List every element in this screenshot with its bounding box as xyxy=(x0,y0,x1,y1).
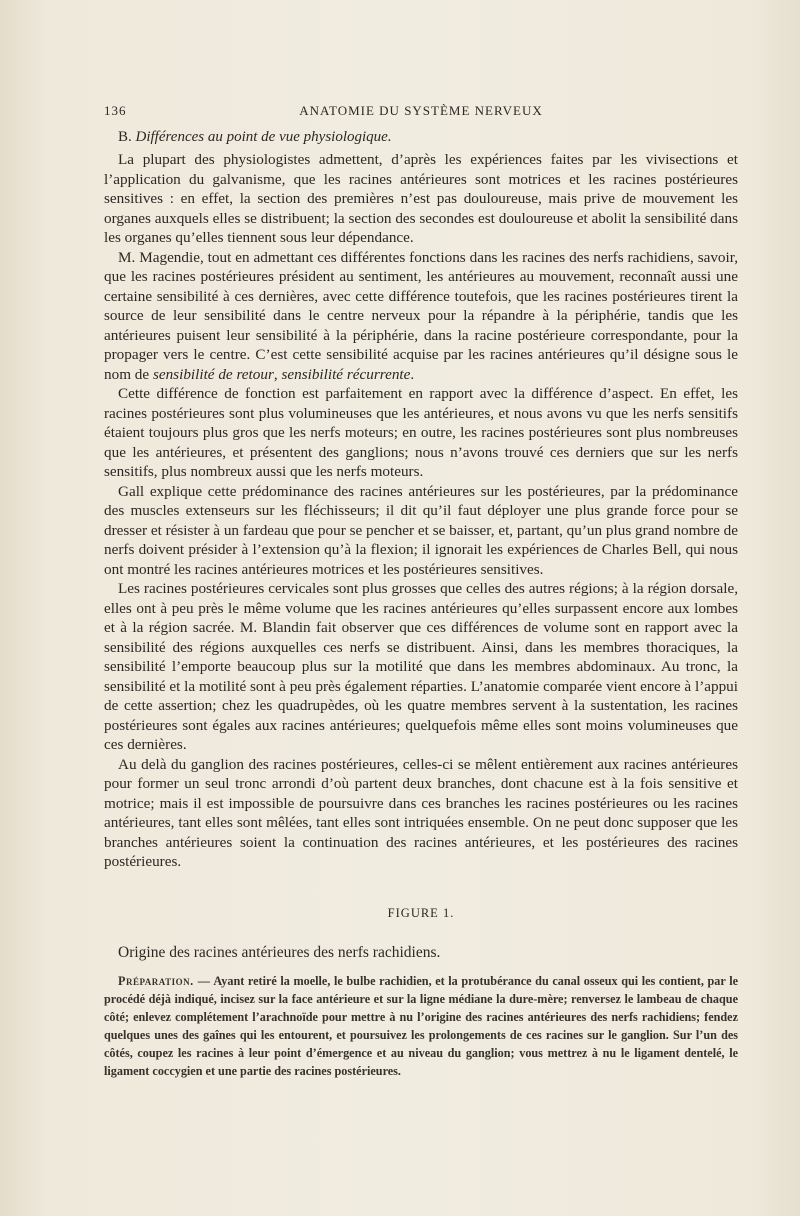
paragraph-1: La plupart des physiologistes admettent, d’après les expériences faites par les vivisections et l’application du galvanisme, que les racines antérieures sont motrices et les racines postérieures sensitives : en effet, la section des premières n’est pas douloureuse, mais prive de mouvement les organes auxquels elles se distribuent; la section des secondes est douloureuse et abolit la sensibilité dans les organes qu’elles tiennent sous leur dépendance. xyxy=(104,151,738,246)
page-body xyxy=(104,127,738,1080)
figure-label: FIGURE 1. xyxy=(387,905,455,920)
section-heading xyxy=(118,127,738,147)
paragraph-2 xyxy=(104,248,738,385)
term-sensibilite-de-retour: sensibilité de retour xyxy=(152,365,274,383)
term-sensibilite-recurrente: sensibilité récurrente xyxy=(281,365,411,383)
section-marker: B. xyxy=(118,129,132,145)
paragraph-5: Les racines postérieures cervicales sont plus grosses que celles des autres régions; à la région dorsale, elles ont à peu près le même volume que les racines antérieures qu’elles surpassent encore aux lombes et à la région sacrée. M. Blandin fait observer que ces différences de volume sont en rapport avec la sensibilité des régions auxquelles ces nerfs se distribuent. Ainsi, dans les membres thoraciques, la sensibilité l’emporte beaucoup plus sur la motilité que dans les membres abdominaux. Au tronc, la sensibilité et la motilité sont à peu près également réparties. L’anatomie comparée vient encore à l’appui de cette assertion; chez les quadrupèdes, où les quatre membres servent à la sustentation, les racines postérieures sont égales aux racines antérieures; quelquefois même elles sont moins volumineuses que ces dernières. xyxy=(104,580,738,753)
preparation-label: Préparation. — xyxy=(118,973,211,988)
paragraph-2-text: M. Magendie, tout en admettant ces différentes fonctions dans les racines des nerfs rachidiens, savoir, que les racines postérieures président au sentiment, les antérieures au mouvement, reconnaît aussi une certaine sensibilité à ces dernières, avec cette différence toutefois, que les racines postérieures tirent la source de leur sensibilité dans le centre nerveux pour la répandre à la périphérie, tandis que les antérieures puisent leur sensibilité à la périphérie, dans la racine postérieure correspondante, pour la propager vers le centre. C’est cette sensibilité acquise par les racines antérieures qu’il désigne sous le nom de xyxy=(104,248,738,383)
figure-title: Origine des racines antérieures des nerfs rachidiens. xyxy=(118,943,441,961)
paragraph-6: Au delà du ganglion des racines postérieures, celles-ci se mêlent entièrement aux racines antérieures pour former un seul tronc arrondi d’où partent deux branches, dont chacune est à la fois sensitive et motrice; mais il est impossible de poursuivre dans ces branches les racines postérieures ou les racines antérieures, tant elles sont mêlées, tant elles sont intriquées ensemble. On ne peut donc supposer que les branches antérieures soient la continuation des racines antérieures, et les postérieures des racines postérieures. xyxy=(104,755,738,870)
section-title: Différences au point de vue physiologique. xyxy=(135,129,392,145)
preparation-paragraph xyxy=(104,972,738,1080)
running-head: ANATOMIE DU SYSTÈME NERVEUX xyxy=(299,103,543,118)
page-header xyxy=(104,103,738,123)
preparation-text: Ayant retiré la moelle, le bulbe rachidien, et la protubérance du canal osseux qui les contient, par le procédé déjà indiqué, incisez sur la face antérieure et sur la ligne médiane la dure-mère; renversez le lambeau de chaque côté; enlevez complétement l’arachnoïde pour mettre à nu l’origine des racines antérieures des nerfs rachidiens; fendez quelques unes des gaînes qui les entourent, et poursuivez les prolongements de ces racines sur le ganglion. Sur l’un des côtés, coupez les racines à leur point d’émergence et au niveau du ganglion; vous mettrez à nu le ligament dentelé, le ligament coccygien et une partie des racines postérieures. xyxy=(104,973,738,1078)
paragraph-2-end: . xyxy=(410,365,415,383)
page-number: 136 xyxy=(104,103,127,118)
paragraph-4: Gall explique cette prédominance des racines antérieures sur les postérieures, par la prédominance des muscles extenseurs sur les fléchisseurs; il dit qu’il faut déployer une plus grande force pour se dresser et résister à un fardeau que pour se pencher et se baisser, et, partant, qu’un plus grand nombre de nerfs doivent présider à l’extension qu’à la flexion; il ignorait les expériences de Charles Bell, qui nous ont montré les racines antérieures motrices et les postérieures sensitives. xyxy=(104,482,738,578)
paragraph-3: Cette différence de fonction est parfaitement en rapport avec la différence d’aspect. En effet, les racines postérieures sont plus volumineuses que les antérieures, et nous avons vu que les nerfs sensitifs étaient toujours plus gros que les nerfs moteurs; en outre, les racines postérieures sont plus nombreuses que les antérieures, et présentent des ganglions; nous n’avons trouvé ces derniers que sur les nerfs sensitifs, plus nombreux aussi que les nerfs moteurs. xyxy=(104,385,738,480)
paragraph-2-separator: , xyxy=(273,365,282,383)
